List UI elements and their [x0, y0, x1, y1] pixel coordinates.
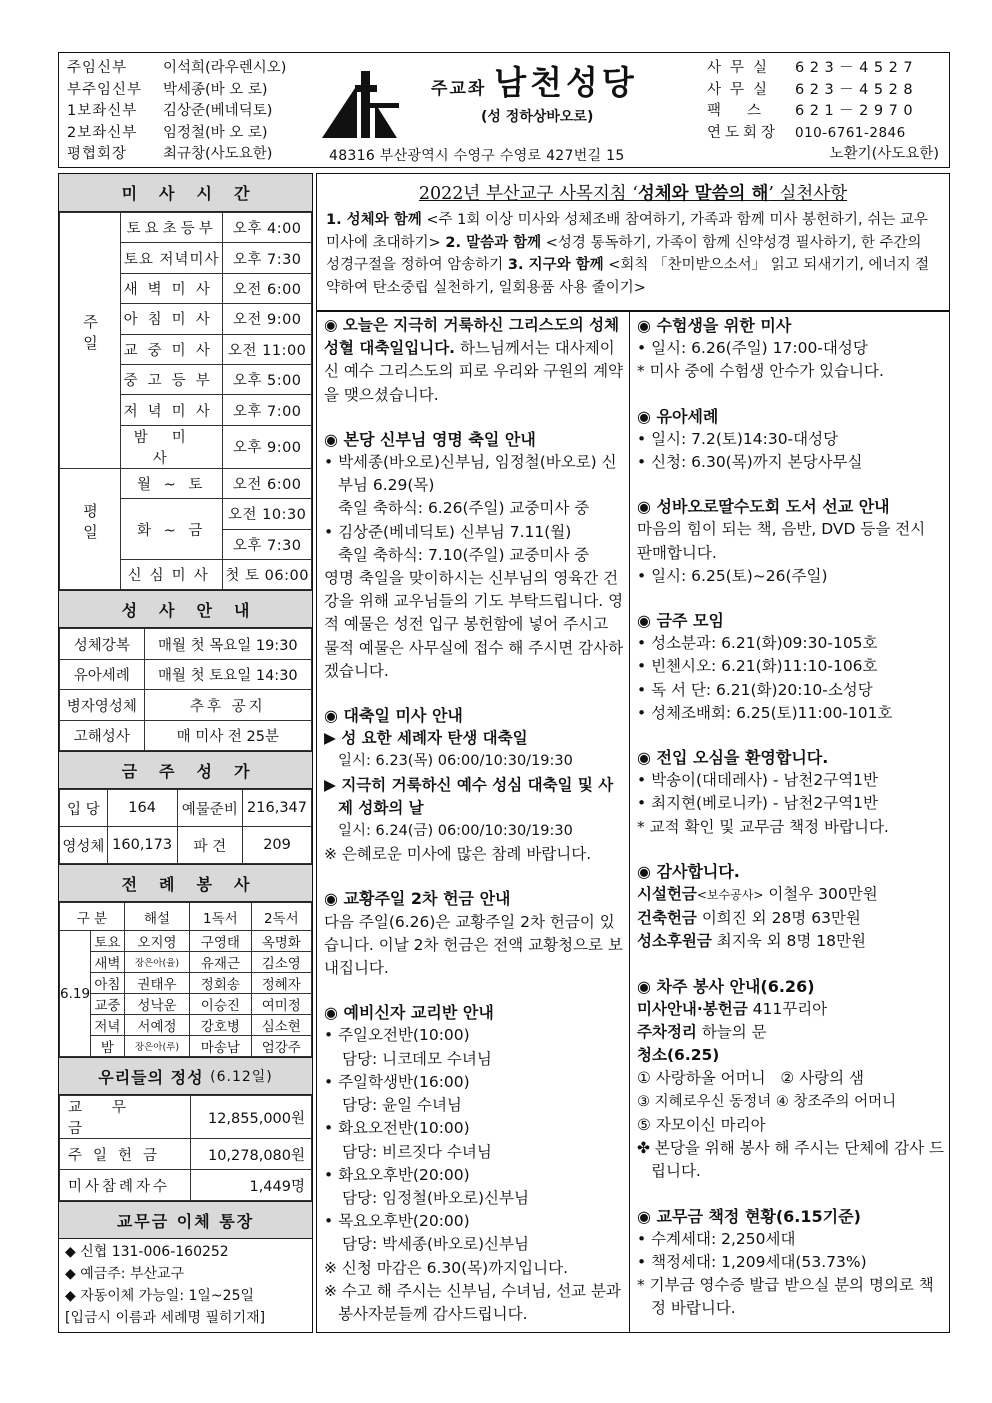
staff-row: 부주임신부 박세종(바 오 로)	[67, 81, 268, 98]
left-column	[58, 173, 313, 1333]
address: 48316 부산광역시 수영구 수영로 427번길 15	[329, 148, 625, 164]
table-row: 밤 장은아(루) 마송남 엄강주	[60, 1036, 312, 1057]
table-row: 새벽 장은아(율) 유재근 김소영	[60, 952, 312, 973]
table-row: 오후 7:30	[60, 529, 312, 559]
staff-row: 1보좌신부 김상준(베네딕토)	[67, 103, 273, 119]
table-row: 토요 저녁미사 오후 7:30	[60, 243, 312, 273]
church-subtitle: (성 정하상바오로)	[481, 109, 594, 125]
books-notice: ◉ 성바오로딸수도회 도서 선교 안내 마음의 힘이 되는 책, 음반, DVD 등을 전시 판매합니다. • 일시: 6.25(토)~26(주일)	[637, 497, 926, 585]
thanks-notice: ◉ 감사합니다. 시설헌금<보수공사> 이철우 300만원 건축헌금 이희진 외 28명 63만원 성소후원금 최지욱 외 8명 18만원	[637, 861, 878, 951]
table-row: 아침미사 오전 9:00	[60, 304, 312, 334]
contact-person: 노환기(사도요한)	[829, 146, 939, 162]
table-row: 저녁 서예정 강호병 심소현	[60, 1015, 312, 1036]
pastoral-guideline	[316, 173, 950, 311]
infant-baptism-notice: ◉ 유아세례 • 일시: 7.2(토)14:30-대성당 • 신청: 6.30(목)까지 본당사무실	[637, 406, 863, 472]
table-row: 밤미사 오후 9:00	[60, 425, 312, 468]
contact-row: 사무실 623－4528	[707, 81, 919, 98]
notice-column-left	[317, 312, 630, 1332]
table-row: 6.19 토요 오지영 구영태 옥명화	[60, 931, 312, 952]
table-row: 교중미사 오전 11:00	[60, 334, 312, 364]
table-row: 영성체 160,173 파 견 209	[60, 827, 312, 864]
table-row: 평일 월 ~ 토 오전 6:00	[60, 468, 312, 498]
hymns-title: 금주성가	[59, 751, 312, 789]
table-row: 화 ~ 금 오전 10:30	[60, 499, 312, 529]
table-row: 고해성사 매 미사 전 25분	[60, 720, 312, 751]
pastoral-title: 2022년 부산교구 사목지침 ‘성체와 말씀의 해’ 실천사항	[418, 184, 848, 204]
staff-row: 주임신부 이석희(라우렌시오)	[67, 60, 287, 76]
church-title: 주교좌 남천성당	[431, 63, 638, 102]
table-row: 미사참례자수 1,449명	[60, 1170, 312, 1201]
table-row: 구 분 해설 1독서 2독서	[60, 903, 312, 931]
offerings-title: 우리들의 정성 (6.12일)	[59, 1057, 312, 1095]
catechumen-notice: ◉ 예비신자 교리반 안내 • 주일오전반(10:00) 담당: 니코데모 수녀님 • 주일학생반(16:00) 담당: 윤일 수녀님 • 화요오전반(10:00) 담당: 비르짓다 수녀님 • 화요오후반(20:00) 담당: 임정철(바오로)신부님 • 목요오후반(20:00) 담당: 박세종(바오로)신부님 ※ 신청 마감은 6.30(목)까지입니다. ※ 수고 해 주시는 신부님, 수녀님, 선교 분과 봉사자분들께 감사드립니다.	[324, 1003, 621, 1323]
table-row: 중고등부 오후 5:00	[60, 364, 312, 394]
weekday-label: 평일	[60, 468, 121, 590]
meetings-notice: ◉ 금주 모임 • 성소분과: 6.21(화)09:30-105호 • 빈첸시오: 6.21(화)11:10-106호 • 독 서 단: 6.21(화)20:10-소성당 • 성체조배회: 6.25(토)11:00-101호	[637, 611, 893, 722]
church-logo-icon	[317, 63, 401, 143]
table-row: 병자영성체 추후 공지	[60, 690, 312, 721]
table-row: 유아세례 매월 첫 토요일 14:30	[60, 659, 312, 690]
liturgy-table	[59, 902, 312, 1057]
staff-list	[67, 58, 317, 166]
duty-notice: ◉ 차주 봉사 안내(6.26) 미사안내·봉헌금 411꾸리아 주차정리 하늘의 문 청소(6.25) ① 사랑하올 어머니 ② 사랑의 샘 ③ 지혜로우신 동정녀 ④ 창조주의 어머니 ⑤ 자모이신 마리아 ✤ 본당을 위해 봉사 해 주시는 단체에 감사 드립니다.	[637, 976, 944, 1181]
contact-row: 사무실 623－4527	[707, 60, 919, 76]
table-row: 아침 권태우 정회송 정혜자	[60, 973, 312, 994]
table-row: 주일헌금 10,278,080원	[60, 1139, 312, 1170]
contacts	[707, 58, 947, 166]
table-row: 교중 성낙운 이승진 여미정	[60, 994, 312, 1015]
header	[58, 52, 950, 168]
table-row: 주일 토요초등부 오후 4:00	[60, 213, 312, 243]
mass-times-title: 미사시간	[59, 174, 312, 212]
nameday-notice: ◉ 본당 신부님 영명 축일 안내 • 박세종(바오로)신부님, 임정철(바오로) 신부님 6.29(목) 축일 축하식: 6.26(주일) 교중미사 중 • 김상준(베네딕토) 신부님 7.11(월) 축일 축하식: 7.10(주일) 교중미사 중 영명 축일을 맞이하시는 신부님의 영육간 건강을 위해 교우님들의 기도 부탁드립니다. 영적 예물은 성전 입구 봉헌함에 넣어 주시고 물적 예물은 사무실에 접수 해 주시면 감사하겠습니다.	[324, 429, 624, 680]
table-row: 새벽미사 오전 6:00	[60, 273, 312, 303]
sacraments-table	[59, 628, 312, 751]
hymns-table	[59, 789, 312, 864]
sunday-label: 주일	[60, 213, 121, 469]
notice-column-right	[630, 312, 948, 1332]
table-row: 신심미사 첫 토 06:00	[60, 559, 312, 589]
exam-mass-notice: ◉ 수험생을 위한 미사 • 일시: 6.26(주일) 17:00-대성당 * 미사 중에 수험생 안수가 있습니다.	[637, 316, 884, 381]
table-row: 성체강복 매월 첫 목요일 19:30	[60, 629, 312, 660]
liturgy-title: 전례봉사	[59, 864, 312, 902]
account-info: ◆ 신협 131-006-160252 ◆ 예금주: 부산교구 ◆ 자동이체 가능일: 1일~25일 [입금시 이름과 세례명 필히기재]	[65, 1244, 266, 1327]
mass-times-table	[59, 212, 312, 590]
contact-row: 팩스 621－2970	[707, 103, 919, 119]
sacraments-title: 성사안내	[59, 590, 312, 628]
account-title: 교무금 이체 통장	[59, 1201, 312, 1239]
welcome-notice: ◉ 전입 오심을 환영합니다. • 박송이(대데레사) - 남천2구역1반 • 최지현(베로니카) - 남천2구역1반 * 교적 확인 및 교무금 책정 바랍니다.	[637, 748, 889, 836]
table-row: 교무금 12,855,000원	[60, 1096, 312, 1139]
table-row: 저녁미사 오후 7:00	[60, 395, 312, 425]
table-row: 입 당 164 예물준비 216,347	[60, 790, 312, 827]
contact-row: 연도회장 010-6761-2846	[707, 124, 906, 141]
offerings-table	[59, 1095, 312, 1201]
staff-row: 2보좌신부 임정철(바 오 로)	[67, 124, 268, 141]
tithe-status-notice: ◉ 교무금 책정 현황(6.15기준) • 수계세대: 2,250세대 • 책정세대: 1,209세대(53.73%) * 기부금 영수증 발급 받으실 분의 명의로 책정 바랍니다.	[637, 1206, 934, 1318]
staff-row: 평협회장 최규창(사도요한)	[67, 146, 273, 162]
solemnity-notice: ◉ 대축일 미사 안내 ▶ 성 요한 세례자 탄생 대축일 일시: 6.23(목) 06:00/10:30/19:30 ▶ 지극히 거룩하신 예수 성심 대축일 및 사제 성화의 날 일시: 6.24(금) 06:00/10:30/19:30 ※ 은혜로운 미사에 많은 참례 바랍니다.	[324, 706, 614, 864]
pope-sunday-notice: ◉ 교황주일 2차 헌금 안내 다음 주일(6.26)은 교황주일 2차 헌금이 있습니다. 이날 2차 헌금은 전액 교황청으로 보내집니다.	[324, 889, 623, 978]
feast-notice: ◉ 오늘은 지극히 거룩하신 그리스도의 성체 성혈 대축일입니다. 하느님께서는 대사제이신 예수 그리스도의 피로 우리와 구원의 계약을 맺으셨습니다.	[324, 316, 624, 404]
notices	[316, 311, 950, 1333]
pastoral-body: 1. 성체와 함께 <주 1회 이상 미사와 성체조배 참여하기, 가족과 함께 미사 봉헌하기, 쉬는 교우 미사에 초대하기> 2. 말씀과 함께 <성경 통독하기, 가족이 함께 신약성경 필사하기, 한 주간의 성경구절을 정하여 암송하기 3. 지구와 함께 <회칙 「찬미받으소서」 읽고 되새기기, 에너지 절약하여 탄소중립 실천하기, 일회용품 사용 줄이기>	[326, 212, 930, 296]
